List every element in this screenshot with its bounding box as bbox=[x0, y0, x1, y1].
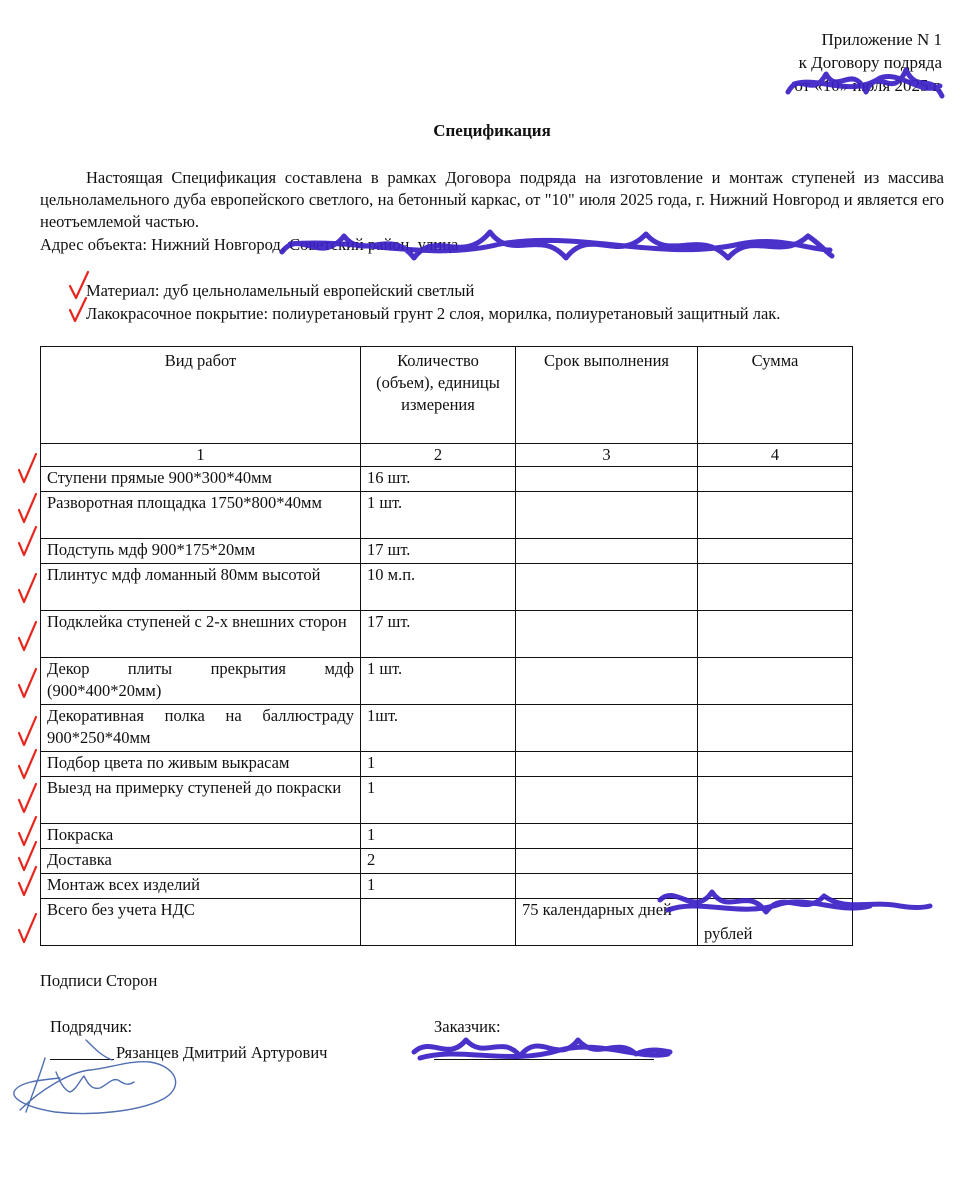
checkmark-icon bbox=[19, 622, 36, 650]
table-row bbox=[41, 777, 853, 824]
header-work-type: Вид работ bbox=[41, 347, 361, 444]
signatures-title: Подписи Сторон bbox=[40, 971, 158, 990]
table-row bbox=[41, 611, 853, 658]
object-address: Адрес объекта: Нижний Новгород, Советский район, улица bbox=[40, 235, 459, 254]
table-row bbox=[41, 752, 853, 777]
term-cell bbox=[516, 752, 698, 777]
quantity-cell: 1 шт. bbox=[361, 658, 516, 705]
attachment-line-1: Приложение N 1 bbox=[821, 30, 942, 49]
header-sum: Сумма bbox=[698, 347, 853, 444]
checkmark-icon bbox=[19, 914, 36, 942]
attachment-line-3: от «10» июля 2025 г. bbox=[794, 76, 942, 95]
sum-cell bbox=[698, 539, 853, 564]
checkmark-icon bbox=[70, 298, 86, 321]
column-number: 1 bbox=[41, 444, 361, 467]
table-row bbox=[41, 564, 853, 611]
work-cell: Выезд на примерку ступеней до покраски bbox=[41, 777, 361, 824]
work-cell: Ступени прямые 900*300*40мм bbox=[41, 467, 361, 492]
quantity-cell: 1шт. bbox=[361, 705, 516, 752]
checkmark-icon bbox=[19, 494, 36, 522]
quantity-cell: 17 шт. bbox=[361, 611, 516, 658]
table-row bbox=[41, 539, 853, 564]
work-cell: Подступь мдф 900*175*20мм bbox=[41, 539, 361, 564]
customer-signature-line bbox=[434, 1059, 654, 1060]
term-cell bbox=[516, 564, 698, 611]
contractor-label: Подрядчик: bbox=[50, 1017, 133, 1036]
column-number: 3 bbox=[516, 444, 698, 467]
sum-cell bbox=[698, 777, 853, 824]
checkmark-icon bbox=[19, 867, 36, 895]
table-row bbox=[41, 467, 853, 492]
term-cell bbox=[516, 611, 698, 658]
total-quantity-cell bbox=[361, 899, 516, 946]
quantity-cell: 1 bbox=[361, 824, 516, 849]
quantity-cell: 1 шт. bbox=[361, 492, 516, 539]
sum-cell bbox=[698, 824, 853, 849]
column-number-row bbox=[41, 444, 853, 467]
table-row bbox=[41, 849, 853, 874]
total-term-cell: 75 календарных дней bbox=[516, 899, 698, 946]
term-cell bbox=[516, 658, 698, 705]
contractor-signature-line bbox=[50, 1059, 114, 1060]
quantity-cell: 2 bbox=[361, 849, 516, 874]
table-row bbox=[41, 492, 853, 539]
term-cell bbox=[516, 539, 698, 564]
work-cell: Покраска bbox=[41, 824, 361, 849]
work-cell: Подбор цвета по живым выкрасам bbox=[41, 752, 361, 777]
work-cell: Доставка bbox=[41, 849, 361, 874]
total-sum-cell: рублей bbox=[698, 899, 853, 946]
table-row bbox=[41, 874, 853, 899]
term-cell bbox=[516, 824, 698, 849]
table-row bbox=[41, 705, 853, 752]
checkmark-icon bbox=[19, 717, 36, 745]
table-row bbox=[41, 824, 853, 849]
work-cell: Плинтус мдф ломанный 80мм высотой bbox=[41, 564, 361, 611]
term-cell bbox=[516, 849, 698, 874]
sum-cell bbox=[698, 492, 853, 539]
coating-line: Лакокрасочное покрытие: полиуретановый грунт 2 слоя, морилка, полиуретановый защитный лак. bbox=[86, 304, 781, 323]
material-line: Материал: дуб цельноламельный европейский светлый bbox=[86, 281, 475, 300]
work-cell: Монтаж всех изделий bbox=[41, 874, 361, 899]
quantity-cell: 16 шт. bbox=[361, 467, 516, 492]
term-cell bbox=[516, 492, 698, 539]
quantity-cell: 1 bbox=[361, 777, 516, 824]
contractor-name: Рязанцев Дмитрий Артурович bbox=[116, 1043, 328, 1062]
header-quantity: Количество (объем), единицы измерения bbox=[361, 347, 516, 444]
quantity-cell: 17 шт. bbox=[361, 539, 516, 564]
checkmark-icon bbox=[19, 842, 36, 870]
sum-cell bbox=[698, 752, 853, 777]
term-cell bbox=[516, 777, 698, 824]
intro-paragraph: Настоящая Спецификация составлена в рамках Договора подряда на изготовление и монтаж ступеней из массива цельноламельного дуба европейского светлого, на бетонный каркас, от "10" июля 2025 года, г. Нижний Новгород и является его неотъемлемой частью. bbox=[40, 168, 944, 231]
specification-table bbox=[40, 346, 853, 946]
checkmark-icon bbox=[19, 750, 36, 778]
sum-cell bbox=[698, 611, 853, 658]
checkmark-icon bbox=[19, 784, 36, 812]
column-number: 2 bbox=[361, 444, 516, 467]
term-cell bbox=[516, 467, 698, 492]
document-title: Спецификация bbox=[433, 121, 551, 140]
sum-cell bbox=[698, 658, 853, 705]
sum-cell bbox=[698, 849, 853, 874]
term-cell bbox=[516, 705, 698, 752]
checkmark-icon bbox=[19, 669, 36, 697]
work-cell: Декоративная полка на баллюстраду 900*250*40мм bbox=[41, 705, 361, 752]
work-cell: Декор плиты прекрытия мдф (900*400*20мм) bbox=[41, 658, 361, 705]
checkmark-icon bbox=[19, 817, 36, 845]
total-label-cell: Всего без учета НДС bbox=[41, 899, 361, 946]
work-cell: Разворотная площадка 1750*800*40мм bbox=[41, 492, 361, 539]
checkmark-icon bbox=[19, 527, 36, 555]
table-row bbox=[41, 658, 853, 705]
attachment-line-2: к Договору подряда bbox=[798, 53, 942, 72]
work-cell: Подклейка ступеней с 2-х внешних сторон bbox=[41, 611, 361, 658]
sum-cell bbox=[698, 705, 853, 752]
checkmark-icon bbox=[19, 574, 36, 602]
checkmark-icon bbox=[19, 454, 36, 482]
attachment-header bbox=[794, 28, 942, 97]
term-cell bbox=[516, 874, 698, 899]
table-total-row bbox=[41, 899, 853, 946]
sum-cell bbox=[698, 467, 853, 492]
table-header-row bbox=[41, 347, 853, 444]
quantity-cell: 10 м.п. bbox=[361, 564, 516, 611]
sum-cell bbox=[698, 874, 853, 899]
header-term: Срок выполнения bbox=[516, 347, 698, 444]
redaction-scribble-customer bbox=[414, 1040, 670, 1058]
customer-label: Заказчик: bbox=[434, 1017, 501, 1036]
quantity-cell: 1 bbox=[361, 752, 516, 777]
column-number: 4 bbox=[698, 444, 853, 467]
sum-cell bbox=[698, 564, 853, 611]
quantity-cell: 1 bbox=[361, 874, 516, 899]
